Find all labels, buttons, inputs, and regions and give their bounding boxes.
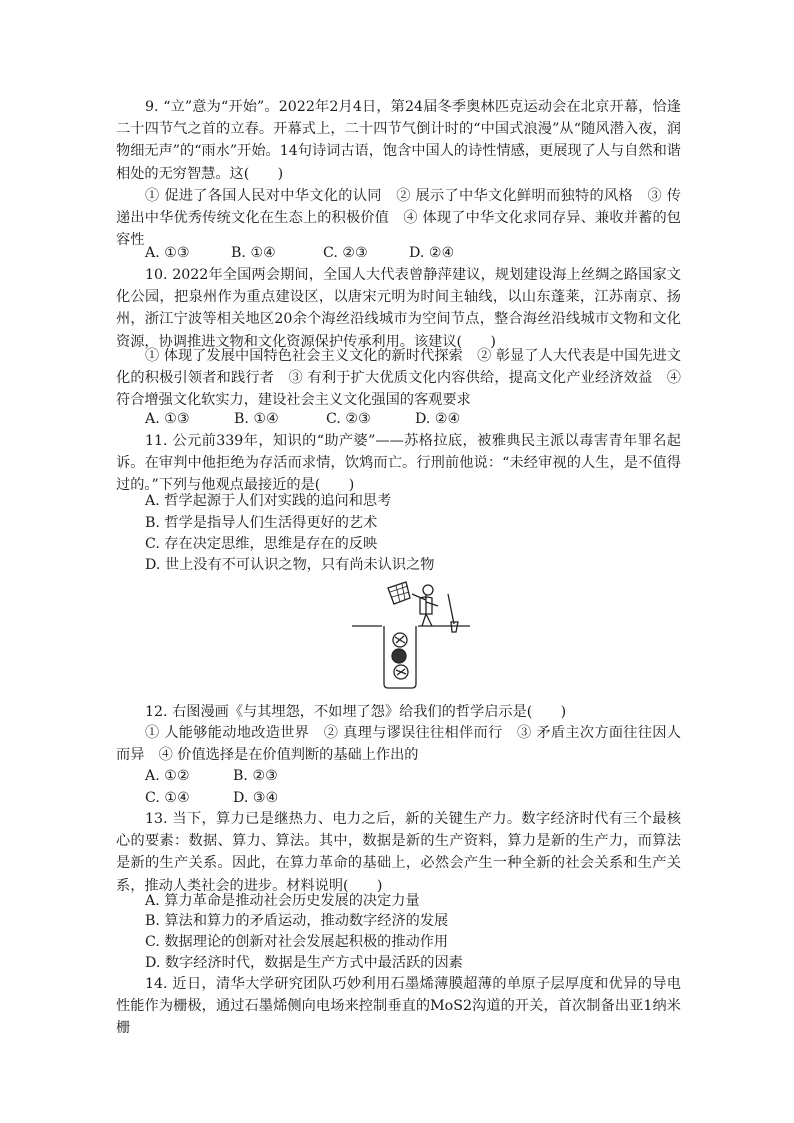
q11-stem: 11. 公元前339年，知识的“助产婆”——苏格拉底，被雅典民主派以毒害青年罪名起诉。在审判中他拒绝为存活而求情，饮鸩而亡。行刑前他说：“未经审视的人生，是不值得过的。”下列与他观点最接近的是( )	[116, 433, 681, 494]
q9-stem: 9. “立”意为“开始”。2022年2月4日，第24届冬季奥林匹克运动会在北京开幕，恰逢二十四节气之首的立春。开幕式上，二十四节气倒计时的“中国式浪漫”从“随风潜入夜，润物细无声”的“雨水”开始。14句诗词古语，饱含中国人的诗性情感，更展现了人与自然和谐相处的无穷智慧。这( )	[116, 99, 681, 182]
q13-option-c: C. 数据理论的创新对社会发展起积极的推动作用	[145, 934, 449, 950]
q10-option-d: D. ②④	[415, 411, 461, 427]
q13-option-a: A. 算力革命是推动社会历史发展的决定力量	[145, 893, 420, 909]
q12-options-row1	[145, 765, 278, 787]
q9-option-c: C. ②③	[323, 245, 368, 261]
q14-stem: 14. 近日，清华大学研究团队巧妙利用石墨烯薄膜超薄的单原子层厚度和优异的导电性能作为栅极，通过石墨烯侧向电场来控制垂直的MoS2沟道的开关，首次制备出亚1纳米栅	[116, 976, 681, 1037]
q10-options	[145, 408, 460, 430]
q11-option-b: B. 哲学是指导人们生活得更好的艺术	[145, 515, 378, 531]
q10-stem: 10. 2022年全国两会期间，全国人大代表曾静萍建议，规划建设海上丝绸之路国家文化公园，把泉州作为重点建设区，以唐宋元明为时间主轴线，以山东蓬莱，江苏南京、扬州，浙江宁波等相关地区20余个海丝沿线城市为空间节点，整合海丝沿线城市文物和文化资源，协调推进文物和文化资源保护传承利用。该建议( )	[116, 267, 681, 350]
q12-stem: 12. 右图漫画《与其埋怨，不如埋了怨》给我们的哲学启示是( )	[145, 704, 567, 720]
q12-statements: ① 人能够能动地改造世界 ② 真理与谬误往往相伴而行 ③ 矛盾主次方面往往因人而异 ④ 价值选择是在价值判断的基础上作出的	[116, 725, 681, 764]
q12-option-b: B. ②③	[233, 768, 278, 784]
q10-statements: ① 体现了发展中国特色社会主义文化的新时代探索 ② 彰显了人大代表是中国先进文化的积极引领者和践行者 ③ 有利于扩大优质文化内容供给，提高文化产业经济效益 ④ 符合增强文化软实力，建设社会主义文化强国的客观要求	[116, 348, 681, 409]
person-body	[412, 594, 438, 626]
ball-2	[392, 649, 406, 663]
q9-option-a: A. ①③	[145, 245, 190, 261]
q12-option-d: D. ③④	[233, 790, 279, 806]
q9-statements: ① 促进了各国人民对中华文化的认同 ② 展示了中华文化鲜明而独特的风格 ③ 传递出中华优秀传统文化在生态上的积极价值 ④ 体现了中华文化求同存异、兼收并蓄的包容性	[116, 188, 681, 249]
q10-option-b: B. ①④	[234, 411, 279, 427]
q12-options-row2	[145, 787, 278, 809]
q9-options	[145, 242, 454, 264]
q9-option-d: D. ②④	[409, 245, 455, 261]
q10-option-c: C. ②③	[326, 411, 371, 427]
q9-option-b: B. ①④	[231, 245, 276, 261]
cartoon-illustration	[352, 580, 472, 692]
q12-option-c: C. ①④	[145, 790, 190, 806]
shovel-handle	[448, 594, 454, 624]
q13-option-b: B. 算法和算力的矛盾运动，推动数字经济的发展	[145, 913, 449, 929]
person-head	[423, 585, 433, 595]
q12-option-a: A. ①②	[145, 768, 190, 784]
q11-option-a: A. 哲学起源于人们对实践的追问和思考	[145, 493, 392, 509]
q13-option-d: D. 数字经济时代，数据是生产方式中最活跃的因素	[145, 955, 463, 971]
q10-option-a: A. ①③	[145, 411, 190, 427]
q11-option-c: C. 存在决定思维，思维是存在的反映	[145, 536, 378, 552]
q13-stem: 13. 当下，算力已是继热力、电力之后，新的关键生产力。数字经济时代有三个最核心的要素：数据、算力、算法。其中，数据是新的生产资料，算力是新的生产力，而算法是新的生产关系。因此，在算力革命的基础上，必然会产生一种全新的社会关系和生产关系，推动人类社会的进步。材料说明( )	[116, 811, 681, 894]
q11-option-d: D. 世上没有不可认识之物，只有尚未认识之物	[145, 557, 435, 573]
